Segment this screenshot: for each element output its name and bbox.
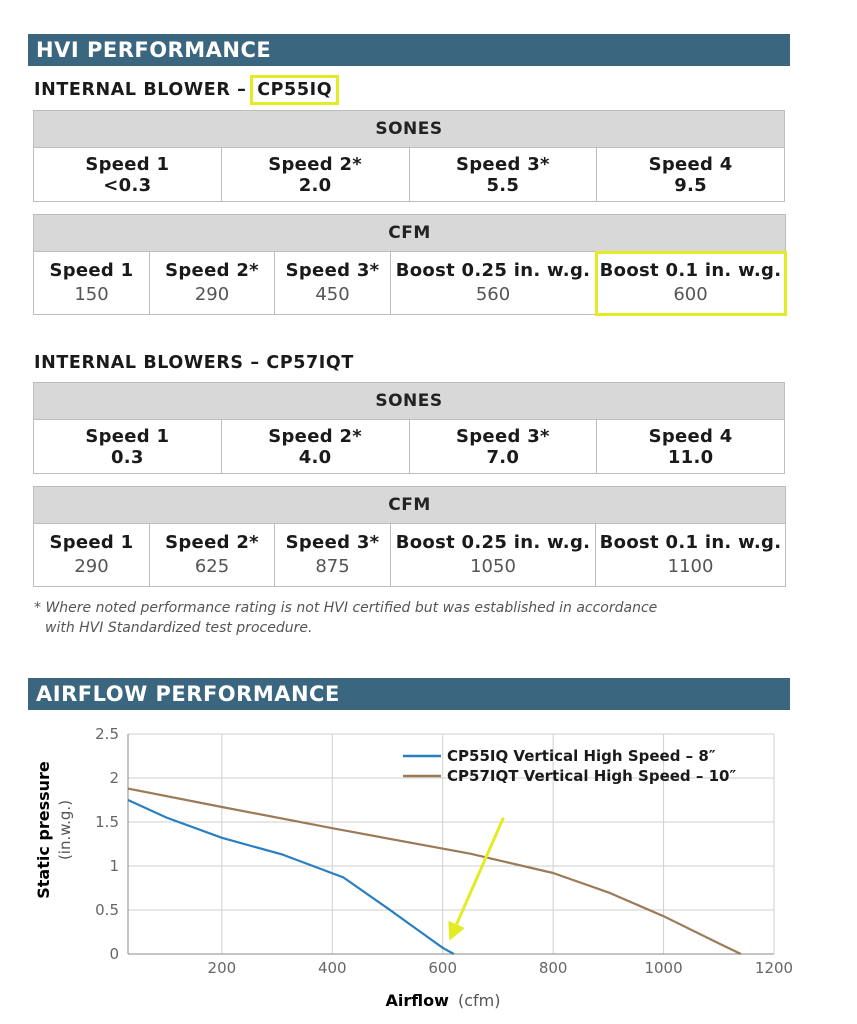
airflow-chart bbox=[0, 718, 857, 1024]
cfm-label: Boost 0.25 in. w.g. bbox=[395, 260, 591, 281]
y-tick-label: 2.5 bbox=[95, 725, 119, 743]
cfm-label: Speed 2* bbox=[165, 260, 259, 281]
sones-value: 0.3 bbox=[110, 446, 144, 468]
sones-header: SONES bbox=[34, 111, 785, 148]
cfm-cell bbox=[34, 252, 150, 315]
series-line-2 bbox=[128, 789, 741, 954]
blower1-heading-prefix: INTERNAL BLOWER – bbox=[34, 80, 247, 100]
sones-cell bbox=[34, 420, 222, 474]
x-tick-label: 400 bbox=[317, 959, 347, 977]
blower1-sones-table bbox=[33, 110, 785, 202]
cfm-value: 1050 bbox=[470, 556, 516, 577]
sones-cell bbox=[221, 420, 409, 474]
sones-header: SONES bbox=[34, 383, 785, 420]
x-tick-label: 200 bbox=[207, 959, 237, 977]
x-axis-label-unit: (cfm) bbox=[457, 991, 501, 1010]
blower1-cfm-table bbox=[33, 214, 786, 315]
cfm-cell bbox=[275, 524, 391, 587]
sones-value: <0.3 bbox=[103, 174, 152, 196]
sones-value: 2.0 bbox=[298, 174, 332, 196]
cfm-value: 560 bbox=[475, 284, 511, 305]
sones-value: 11.0 bbox=[667, 446, 714, 468]
cfm-label: Speed 3* bbox=[285, 260, 380, 281]
cfm-cell bbox=[34, 524, 150, 587]
cfm-value: 875 bbox=[315, 556, 350, 577]
blower1-heading bbox=[34, 80, 336, 100]
blower2-cfm-table bbox=[33, 486, 786, 587]
x-tick-label: 600 bbox=[428, 959, 458, 977]
sones-value: 9.5 bbox=[674, 174, 708, 196]
sones-value: 5.5 bbox=[486, 174, 520, 196]
cfm-header: CFM bbox=[34, 215, 786, 252]
airflow-performance-banner bbox=[28, 678, 790, 710]
footnote bbox=[34, 598, 794, 638]
cfm-cell bbox=[596, 524, 786, 587]
legend-entry: CP57IQT Vertical High Speed – 10″ bbox=[447, 767, 737, 785]
sones-cell bbox=[34, 148, 222, 202]
sones-cell bbox=[409, 148, 597, 202]
cfm-label: Speed 3* bbox=[285, 532, 380, 553]
cfm-label: Speed 1 bbox=[49, 260, 134, 281]
footnote-line-1: * Where noted performance rating is not HVI certified but was established in accordance bbox=[34, 600, 658, 616]
cfm-cell bbox=[391, 252, 596, 315]
cfm-value: 290 bbox=[194, 284, 230, 305]
chart-annotations bbox=[448, 818, 503, 941]
x-axis-label-name: Airflow bbox=[385, 991, 449, 1010]
x-tick-label: 1200 bbox=[754, 959, 794, 977]
hvi-performance-banner bbox=[28, 34, 790, 66]
x-tick-label: 800 bbox=[538, 959, 568, 977]
sones-label: Speed 1 bbox=[85, 153, 170, 175]
cfm-value: 1100 bbox=[667, 556, 714, 577]
sones-label: Speed 2* bbox=[268, 425, 362, 447]
cfm-cell bbox=[391, 524, 596, 587]
blower1-model: CP55IQ bbox=[253, 78, 336, 102]
sones-label: Speed 3* bbox=[455, 425, 550, 447]
cfm-value: 290 bbox=[74, 556, 109, 577]
sones-value: 4.0 bbox=[298, 446, 332, 468]
sones-cell bbox=[597, 148, 785, 202]
sones-cell bbox=[409, 420, 597, 474]
cfm-value: 450 bbox=[315, 284, 350, 305]
cfm-label: Boost 0.1 in. w.g. bbox=[599, 260, 782, 281]
cfm-label: Speed 1 bbox=[49, 532, 134, 553]
sones-label: Speed 3* bbox=[455, 153, 550, 175]
sones-cell bbox=[221, 148, 409, 202]
sones-label: Speed 2* bbox=[268, 153, 362, 175]
sones-cell bbox=[597, 420, 785, 474]
airflow-performance-title: AIRFLOW PERFORMANCE bbox=[36, 682, 340, 706]
y-axis-label-unit: (in.w.g.) bbox=[56, 799, 74, 861]
y-tick-label: 2 bbox=[109, 769, 119, 787]
x-axis-label bbox=[386, 991, 501, 1010]
blower2-heading: INTERNAL BLOWERS – CP57IQT bbox=[34, 353, 354, 373]
sones-value: 7.0 bbox=[486, 446, 520, 468]
sones-label: Speed 4 bbox=[648, 425, 733, 447]
cfm-label: Boost 0.25 in. w.g. bbox=[395, 532, 591, 553]
y-tick-label: 0 bbox=[109, 945, 119, 963]
cfm-header: CFM bbox=[34, 487, 786, 524]
chart-legend bbox=[403, 747, 736, 785]
y-axis-label: Static pressure bbox=[34, 761, 53, 899]
cfm-value: 600 bbox=[673, 284, 708, 305]
cfm-label: Speed 2* bbox=[165, 532, 259, 553]
cfm-cell bbox=[150, 524, 275, 587]
sones-label: Speed 4 bbox=[648, 153, 733, 175]
hvi-performance-title: HVI PERFORMANCE bbox=[36, 38, 272, 62]
blower2-sones-table bbox=[33, 382, 785, 474]
annotation-arrow-shaft bbox=[457, 818, 504, 925]
chart-series bbox=[128, 789, 741, 954]
cfm-value: 150 bbox=[74, 284, 109, 305]
y-tick-label: 0.5 bbox=[95, 901, 119, 919]
series-line-1 bbox=[128, 800, 454, 954]
cfm-cell-highlighted bbox=[596, 252, 786, 315]
y-tick-label: 1 bbox=[109, 857, 119, 875]
legend-entry: CP55IQ Vertical High Speed – 8″ bbox=[447, 747, 716, 765]
y-tick-label: 1.5 bbox=[95, 813, 119, 831]
cfm-value: 625 bbox=[194, 556, 230, 577]
cfm-label: Boost 0.1 in. w.g. bbox=[599, 532, 782, 553]
sones-label: Speed 1 bbox=[85, 425, 170, 447]
x-tick-label: 1000 bbox=[644, 959, 683, 977]
cfm-cell bbox=[150, 252, 275, 315]
cfm-cell bbox=[275, 252, 391, 315]
footnote-line-2: with HVI Standardized test procedure. bbox=[45, 620, 313, 636]
